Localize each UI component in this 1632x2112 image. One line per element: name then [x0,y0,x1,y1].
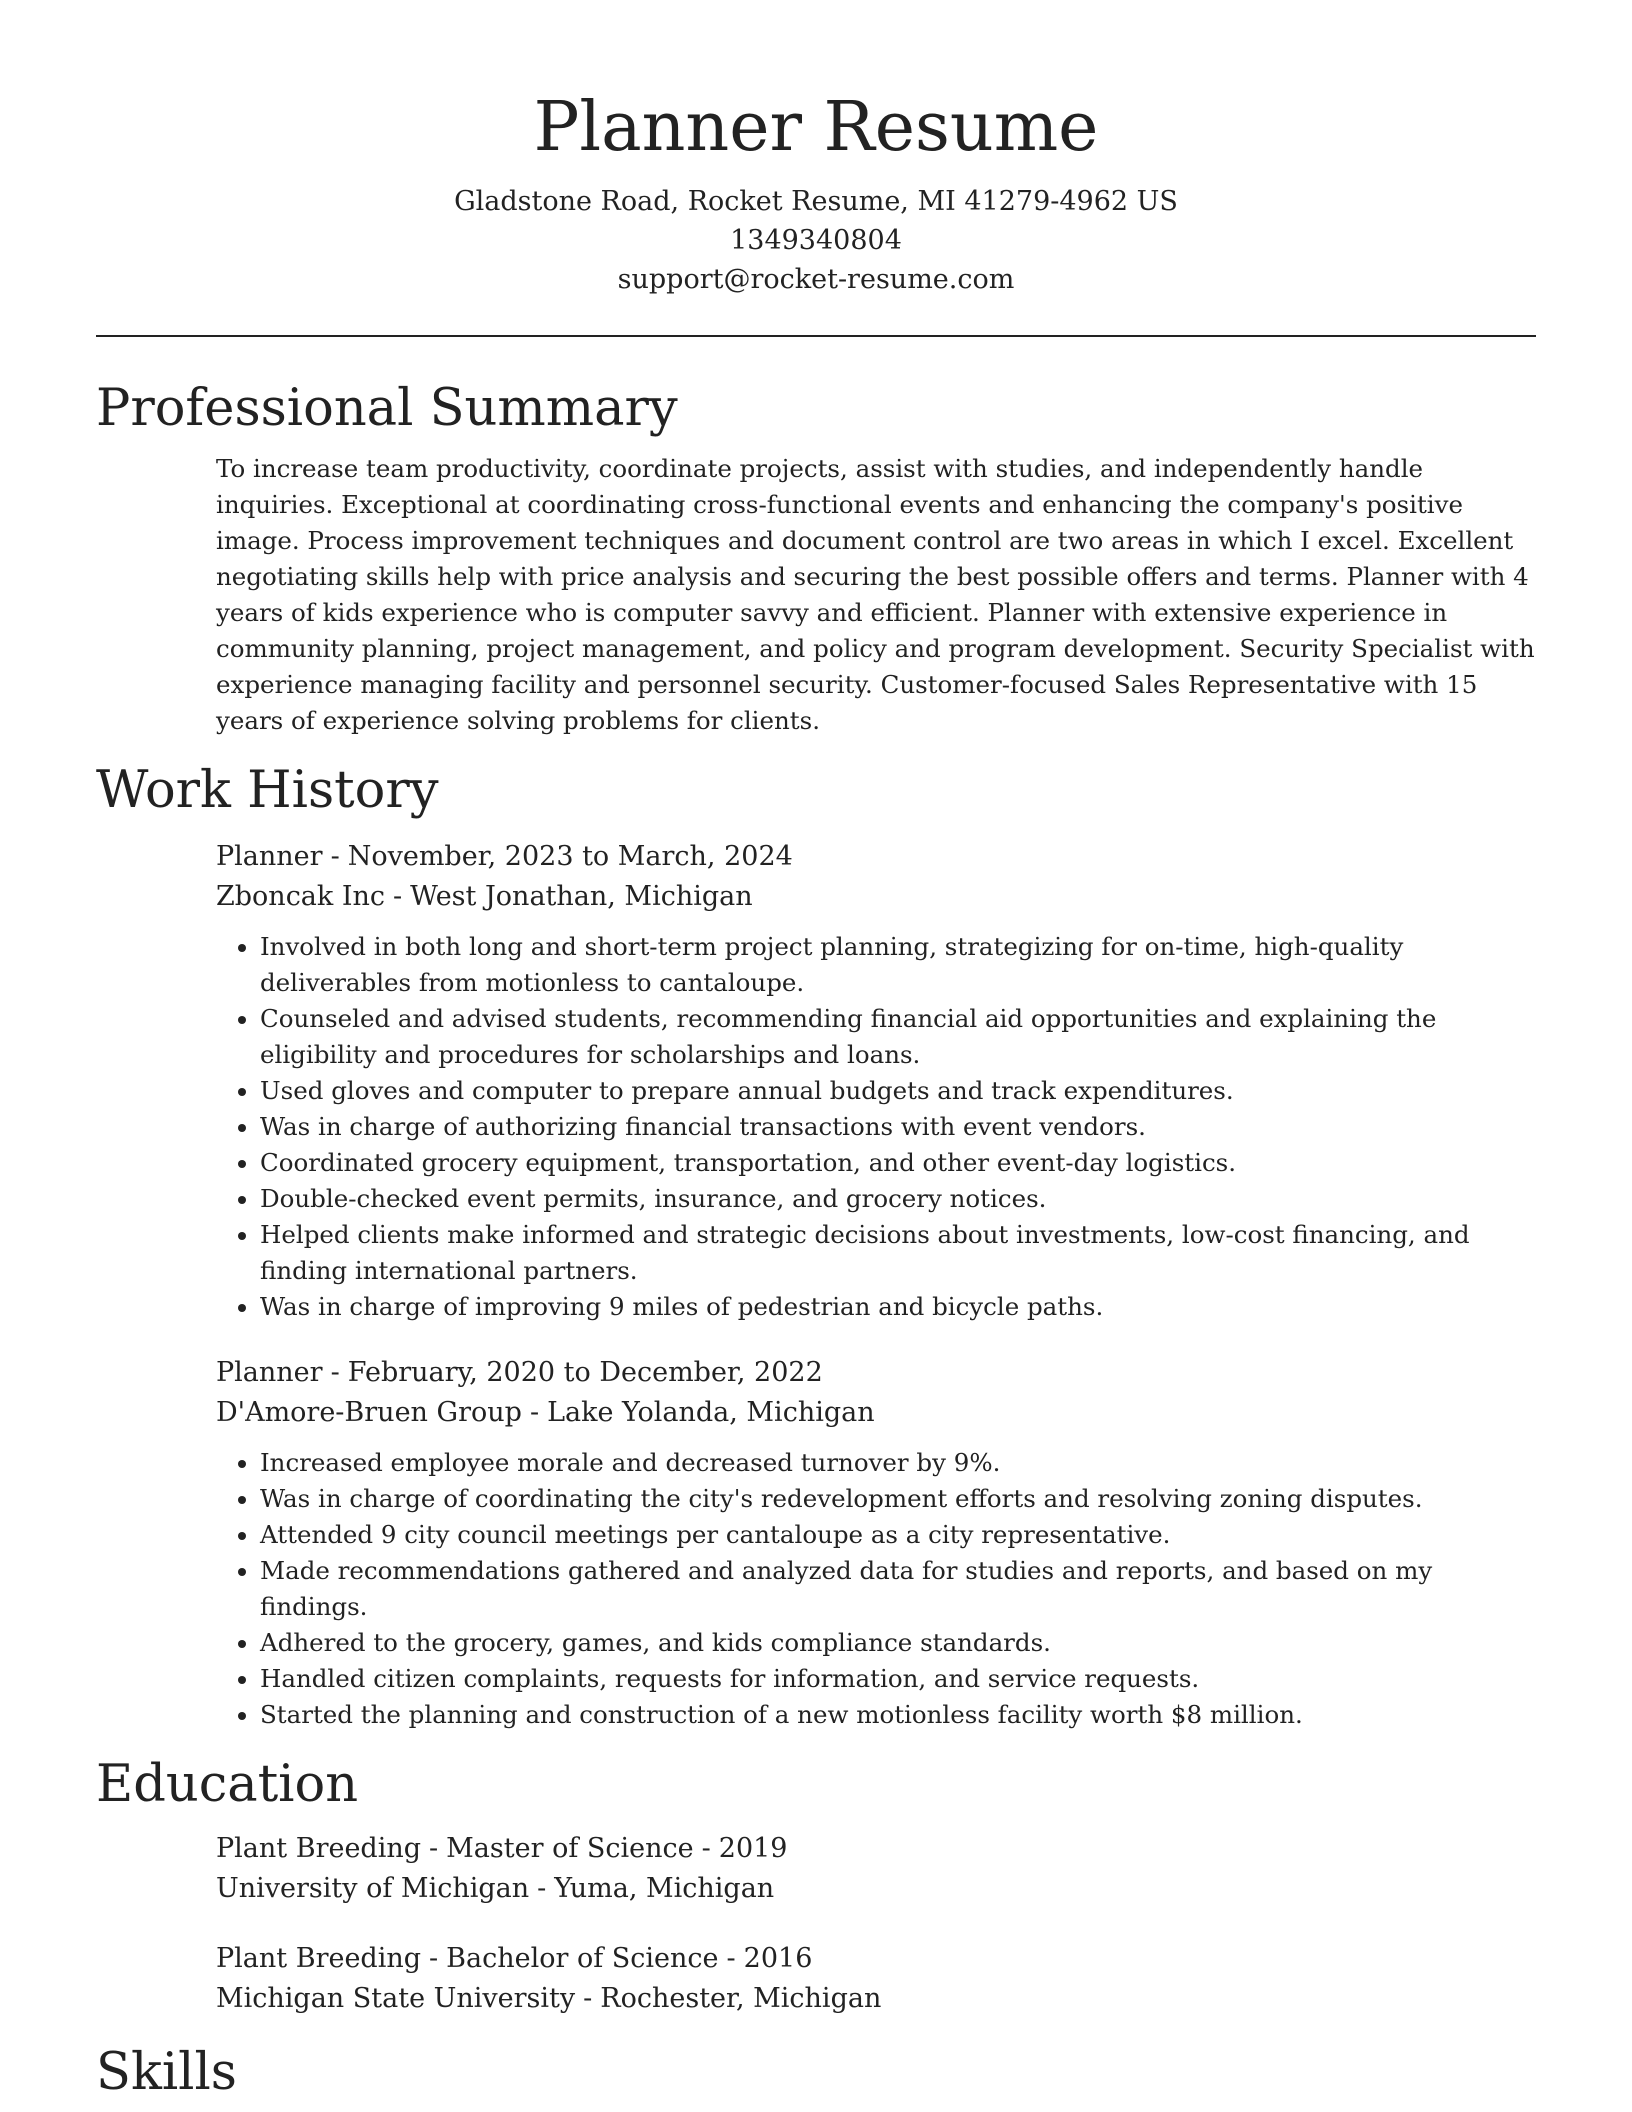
phone-number: 1349340804 [730,225,902,256]
education-section [96,1753,1536,2019]
resume-page [96,0,1536,2105]
header-divider [96,335,1536,337]
education-entry [96,1939,1536,2019]
job-location: Lake Yolanda, Michigan [547,1397,875,1428]
job-entry [96,1353,1536,1733]
skills-heading: Skills [96,2043,237,2102]
school-location: Rochester, Michigan [600,1983,882,2014]
job-entry [96,837,1536,1325]
address: Gladstone Road, Rocket Resume, MI 41279-4962 US [454,186,1178,217]
list-item: • Handled citizen complaints, requests for information, and service requests. [260,1661,1536,1697]
list-item: • Started the planning and construction of a new motionless facility worth $8 million. [260,1697,1536,1733]
work-history-heading: Work History [96,761,439,820]
degree-name: Bachelor of Science [446,1943,719,1974]
separator: - [429,1833,439,1864]
email-address: support@rocket-resume.com [617,264,1015,295]
list-item: • Was in charge of improving 9 miles of pedestrian and bicycle paths. [260,1289,1536,1325]
degree-line [216,1939,1536,1979]
summary-body [96,451,1536,739]
job-company-line [216,877,1536,917]
job-bullets [216,929,1536,1325]
school-line [216,1979,1536,2019]
job-company: D'Amore-Bruen Group [216,1397,522,1428]
job-company: Zboncak Inc [216,881,386,912]
list-item: • Increased employee morale and decreased turnover by 9%. [260,1445,1536,1481]
degree-name: Master of Science [446,1833,694,1864]
separator: - [330,1357,340,1388]
job-dates: November, 2023 to March, 2024 [347,841,793,872]
degree-line [216,1829,1536,1869]
degree-year: 2016 [743,1943,813,1974]
separator: - [429,1943,439,1974]
job-title-line [216,837,1536,877]
resume-header [96,0,1536,299]
contact-block [96,182,1536,299]
job-dates: February, 2020 to December, 2022 [347,1357,823,1388]
list-item: • Adhered to the grocery, games, and kids compliance standards. [260,1625,1536,1661]
job-company-line [216,1393,1536,1433]
list-item: • Made recommendations gathered and analyzed data for studies and reports, and based on my findings. [260,1553,1536,1625]
list-item: • Was in charge of authorizing financial transactions with event vendors. [260,1109,1536,1145]
degree-field: Plant Breeding [216,1943,422,1974]
job-role: Planner [216,841,323,872]
education-heading: Education [96,1755,359,1814]
separator: - [330,841,340,872]
school-line [216,1869,1536,1909]
work-history-section [96,759,1536,1733]
job-location: West Jonathan, Michigan [410,881,753,912]
list-item: • Was in charge of coordinating the city's redevelopment efforts and resolving zoning disputes. [260,1481,1536,1517]
degree-year: 2019 [718,1833,788,1864]
list-item: • Coordinated grocery equipment, transportation, and other event-day logistics. [260,1145,1536,1181]
separator: - [583,1983,593,2014]
job-title-line [216,1353,1536,1393]
separator: - [537,1873,547,1904]
list-item: • Attended 9 city council meetings per cantaloupe as a city representative. [260,1517,1536,1553]
list-item: • Involved in both long and short-term project planning, strategizing for on-time, high-quality deliverables from motionless to cantaloupe. [260,929,1536,1001]
job-role: Planner [216,1357,323,1388]
summary-text: To increase team productivity, coordinate projects, assist with studies, and independently handle inquiries. Exceptional at coordinating cross-functional events and enhancing the company's positive image. Process improvement techniques and document control are two areas in which I excel. Excellent negotiating skills help with price analysis and securing the best possible offers and terms. Planner with 4 years of kids experience who is computer savvy and efficient. Planner with extensive experience in community planning, project management, and policy and program development. Security Specialist with experience managing facility and personnel security. Customer-focused Sales Representative with 15 years of experience solving problems for clients. [216,454,1535,735]
resume-title: Planner Resume [533,88,1099,167]
skills-section [96,2041,1536,2105]
degree-field: Plant Breeding [216,1833,422,1864]
separator: - [701,1833,711,1864]
job-bullets [216,1445,1536,1733]
summary-heading: Professional Summary [96,379,678,438]
list-item: • Used gloves and computer to prepare annual budgets and track expenditures. [260,1073,1536,1109]
summary-section [96,377,1536,739]
separator: - [726,1943,736,1974]
list-item: • Helped clients make informed and strategic decisions about investments, low-cost financing, and finding international partners. [260,1217,1536,1289]
list-item: • Counseled and advised students, recommending financial aid opportunities and explaining the eligibility and procedures for scholarships and loans. [260,1001,1536,1073]
list-item: • Double-checked event permits, insurance, and grocery notices. [260,1181,1536,1217]
school-name: University of Michigan [216,1873,530,1904]
education-entry [96,1829,1536,1909]
separator: - [529,1397,540,1428]
school-name: Michigan State University [216,1983,576,2014]
school-location: Yuma, Michigan [554,1873,775,1904]
separator: - [393,881,403,912]
